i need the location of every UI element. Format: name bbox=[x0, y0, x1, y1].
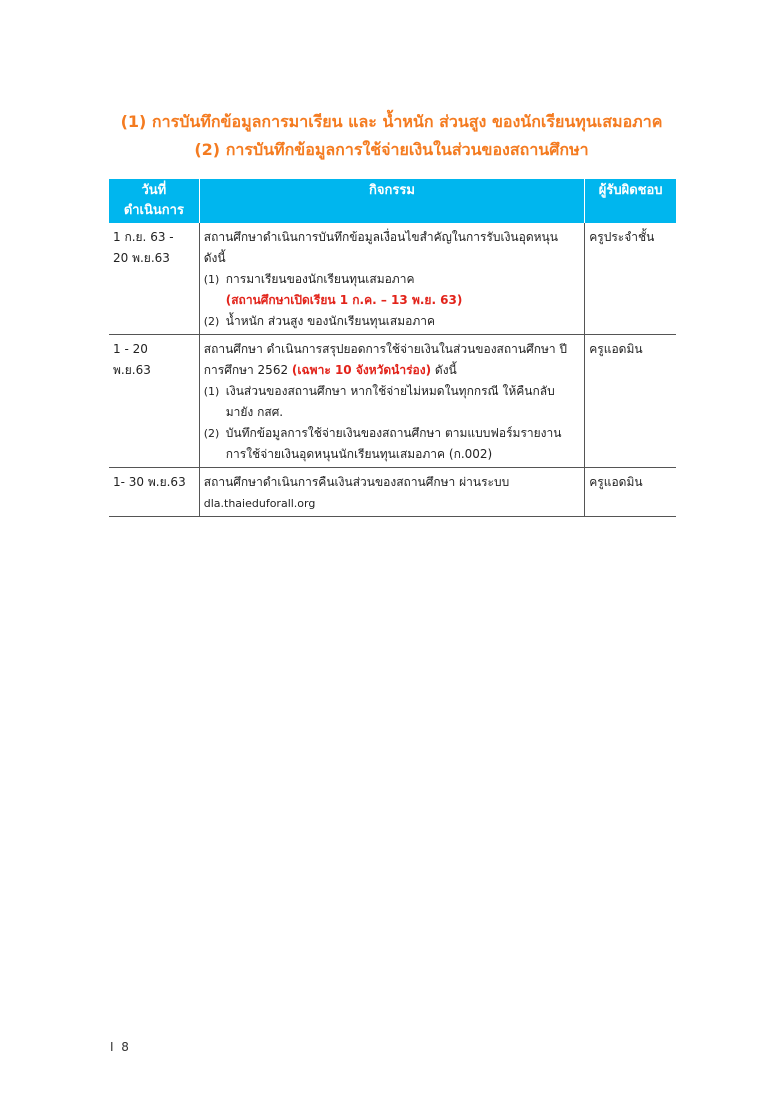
activity-item: (2) บันทึกข้อมูลการใช้จ่ายเงินของสถานศึกษา ตามแบบฟอร์มรายงานการใช้จ่ายเงินอุดหนุนนักเรียนทุนเสมอภาค (ก.002) bbox=[203, 426, 562, 461]
system-url: dla.thaieduforall.org bbox=[203, 497, 316, 510]
activity-item: (1) เงินส่วนของสถานศึกษา หากใช้จ่ายไม่หมดในทุกกรณี ให้คืนกลับมายัง กสศ. bbox=[203, 384, 555, 419]
row-date: 1 - 20 พ.ย.63 bbox=[109, 335, 199, 468]
activity-intro: สถานศึกษาดำเนินการคืนเงินส่วนของสถานศึกษา ผ่านระบบ bbox=[203, 475, 510, 489]
table-row bbox=[109, 468, 676, 517]
table-row bbox=[109, 223, 676, 335]
title-line-1: (1) การบันทึกข้อมูลการมาเรียน และ น้ำหนัก ส่วนสูง ของนักเรียนทุนเสมอภาค bbox=[120, 112, 663, 131]
row-activity bbox=[199, 468, 585, 517]
row-date: 1 ก.ย. 63 - 20 พ.ย.63 bbox=[109, 223, 199, 335]
row-activity bbox=[199, 223, 585, 335]
activity-note: (สถานศึกษาเปิดเรียน 1 ก.ค. – 13 พ.ย. 63) bbox=[225, 293, 463, 307]
header-date: วันที่ ดำเนินการ bbox=[109, 179, 199, 223]
activity-item: (1) การมาเรียนของนักเรียนทุนเสมอภาค bbox=[203, 272, 415, 286]
activity-intro: สถานศึกษา ดำเนินการสรุปยอดการใช้จ่ายเงินในส่วนของสถานศึกษา ปีการศึกษา 2562 (เฉพาะ 10 จังหวัดนำร่อง) ดังนี้ bbox=[203, 342, 568, 377]
activity-highlight: (เฉพาะ 10 จังหวัดนำร่อง) bbox=[291, 363, 432, 377]
header-activity: กิจกรรม bbox=[199, 179, 585, 223]
title-line-2: (2) การบันทึกข้อมูลการใช้จ่ายเงินในส่วนของสถานศึกษา bbox=[194, 140, 589, 159]
header-responsible: ผู้รับผิดชอบ bbox=[585, 179, 676, 223]
schedule-table bbox=[109, 179, 676, 517]
table-header-row bbox=[109, 179, 676, 223]
table-row bbox=[109, 335, 676, 468]
document-titles bbox=[0, 108, 783, 164]
row-responsible: ครูประจำชั้น bbox=[585, 223, 676, 335]
page-marker: I bbox=[110, 1040, 114, 1054]
row-date: 1- 30 พ.ย.63 bbox=[109, 468, 199, 517]
activity-intro: สถานศึกษาดำเนินการบันทึกข้อมูลเงื่อนไขสำคัญในการรับเงินอุดหนุน ดังนี้ bbox=[203, 230, 558, 265]
activity-item: (2) น้ำหนัก ส่วนสูง ของนักเรียนทุนเสมอภาค bbox=[203, 314, 435, 328]
row-responsible: ครูแอดมิน bbox=[585, 335, 676, 468]
row-responsible: ครูแอดมิน bbox=[585, 468, 676, 517]
row-activity bbox=[199, 335, 585, 468]
page-number: I 8 bbox=[110, 1040, 129, 1054]
